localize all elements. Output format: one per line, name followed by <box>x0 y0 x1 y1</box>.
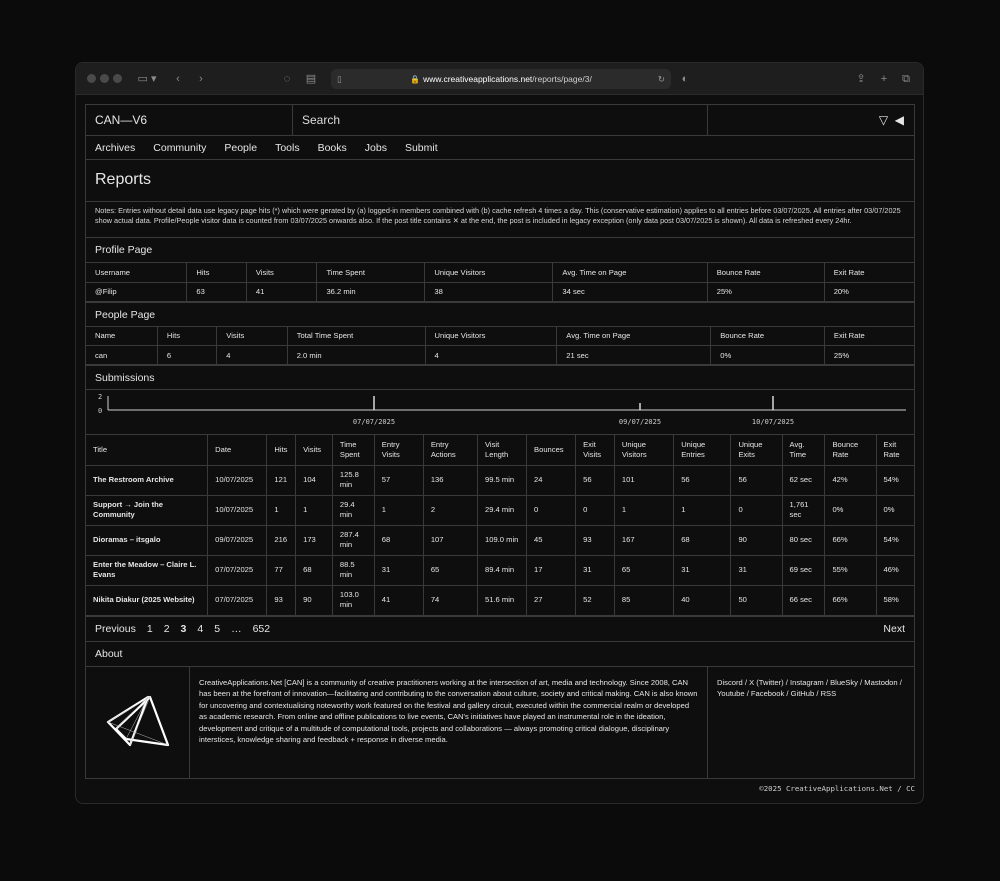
submissions-col-header: Bounce Rate <box>825 435 876 465</box>
table-cell: 65 <box>614 555 673 585</box>
table-row[interactable] <box>86 495 914 525</box>
pager-page-1[interactable]: 1 <box>146 622 153 635</box>
notes-text: Notes: Entries without detail data use legacy page hits (*) which were gerated by (a) logged-in members combined with (b) cache refresh 4 times a day. This (conservative estimation) applies to all entries before 03/07/2025. All entries after 03/07/2025 show actual data. Profile/People visitor data is counted from 03/07/2025 onwards also. If the post title contains ✕ at the end, the post is included in legacy exception (only data post 03/07/2025 is shown). All data is refreshed every 24hr. <box>85 202 915 238</box>
window-zoom-button[interactable] <box>113 74 122 83</box>
url-path: /reports/page/3/ <box>532 74 592 84</box>
table-cell: 34 sec <box>553 282 707 301</box>
page-icon: ▯ <box>337 74 342 84</box>
table-cell: 1 <box>374 495 423 525</box>
table-cell: 99.5 min <box>478 465 527 495</box>
profile-header-row <box>86 263 914 282</box>
people-section-title: People Page <box>85 302 915 327</box>
table-cell: 10/07/2025 <box>208 495 267 525</box>
table-cell: 57 <box>374 465 423 495</box>
chart-x-tick-label: 09/07/2025 <box>618 418 662 426</box>
table-cell: can <box>86 346 157 365</box>
table-row <box>86 346 914 365</box>
submissions-chart <box>85 390 915 435</box>
back-icon[interactable]: ‹ <box>176 73 180 85</box>
table-cell: 136 <box>423 465 477 495</box>
pager-page-5[interactable]: 5 <box>214 622 221 635</box>
table-cell: @Filip <box>86 282 187 301</box>
table-cell: 45 <box>527 525 576 555</box>
profile-col-header: Exit Rate <box>824 263 914 282</box>
table-cell: 55% <box>825 555 876 585</box>
table-cell: 07/07/2025 <box>208 585 267 615</box>
chart-x-tick-label: 07/07/2025 <box>352 418 396 426</box>
chart-x-tick-label: 10/07/2025 <box>751 418 795 426</box>
table-cell: 41 <box>246 282 317 301</box>
submissions-table <box>85 435 915 616</box>
table-cell: 63 <box>187 282 247 301</box>
table-cell: 50 <box>731 585 782 615</box>
nav-submit[interactable]: Submit <box>404 141 438 154</box>
pager-ellipsis: … <box>231 622 242 635</box>
table-cell: 6 <box>157 346 216 365</box>
table-cell: 46% <box>876 555 914 585</box>
people-col-header: Exit Rate <box>824 327 914 346</box>
table-cell: 90 <box>296 585 333 615</box>
table-cell: 0 <box>731 495 782 525</box>
forward-icon[interactable]: › <box>199 73 203 85</box>
table-row[interactable] <box>86 465 914 495</box>
submissions-col-header: Exit Visits <box>576 435 615 465</box>
table-cell: 29.4 min <box>478 495 527 525</box>
pagination <box>85 616 915 642</box>
table-cell: 1 <box>614 495 673 525</box>
profile-col-header: Visits <box>246 263 317 282</box>
table-cell[interactable]: Support → Join the Community <box>86 495 208 525</box>
table-cell: 31 <box>374 555 423 585</box>
copyright: ©2025 CreativeApplications.Net / CC <box>759 783 915 793</box>
nav-tools[interactable]: Tools <box>275 141 300 154</box>
profile-section-title: Profile Page <box>85 238 915 263</box>
window-minimize-button[interactable] <box>100 74 109 83</box>
table-cell[interactable]: Enter the Meadow – Claire L. Evans <box>86 555 208 585</box>
table-cell: 1,761 sec <box>782 495 825 525</box>
table-cell: 2.0 min <box>287 346 425 365</box>
can-logo-icon <box>86 667 190 779</box>
table-cell: 07/07/2025 <box>208 555 267 585</box>
people-col-header: Hits <box>157 327 216 346</box>
submissions-col-header: Exit Rate <box>876 435 914 465</box>
table-cell: 77 <box>267 555 296 585</box>
pager-previous[interactable]: Previous <box>95 622 136 635</box>
nav-books[interactable]: Books <box>317 141 347 154</box>
chart-y-tick-label: 2 <box>98 393 103 401</box>
table-cell: 1 <box>267 495 296 525</box>
table-cell: 17 <box>527 555 576 585</box>
pager-page-4[interactable]: 4 <box>197 622 204 635</box>
reload-icon[interactable]: ↻ <box>657 74 665 84</box>
table-cell: 69 sec <box>782 555 825 585</box>
search-input[interactable]: Search <box>293 105 708 135</box>
nav-community[interactable]: Community <box>153 141 207 154</box>
table-cell: 24 <box>527 465 576 495</box>
table-cell: 1 <box>674 495 731 525</box>
table-cell: 29.4 min <box>332 495 374 525</box>
submissions-col-header: Avg. Time <box>782 435 825 465</box>
table-cell: 20% <box>824 282 914 301</box>
submissions-col-header: Unique Entries <box>674 435 731 465</box>
profile-col-header: Unique Visitors <box>425 263 553 282</box>
table-cell: 0% <box>876 495 914 525</box>
table-cell: 80 sec <box>782 525 825 555</box>
table-cell: 0% <box>825 495 876 525</box>
table-cell: 4 <box>425 346 557 365</box>
table-cell: 09/07/2025 <box>208 525 267 555</box>
table-cell: 51.6 min <box>478 585 527 615</box>
table-cell: 107 <box>423 525 477 555</box>
table-row[interactable] <box>86 525 914 555</box>
table-cell: 25% <box>824 346 914 365</box>
table-cell: 287.4 min <box>332 525 374 555</box>
table-cell: 56 <box>576 465 615 495</box>
table-cell: 52 <box>576 585 615 615</box>
new-tab-icon[interactable]: + <box>880 73 888 85</box>
table-cell: 101 <box>614 465 673 495</box>
profile-col-header: Hits <box>187 263 247 282</box>
table-cell: 36.2 min <box>317 282 425 301</box>
table-cell: 88.5 min <box>332 555 374 585</box>
submissions-col-header: Bounces <box>527 435 576 465</box>
share-icon[interactable]: ⇪ <box>856 73 866 85</box>
profile-col-header: Username <box>86 263 187 282</box>
table-cell: 0 <box>527 495 576 525</box>
people-table <box>85 327 915 366</box>
table-cell: 104 <box>296 465 333 495</box>
table-cell: 66% <box>825 525 876 555</box>
pager-page-2[interactable]: 2 <box>163 622 170 635</box>
table-cell: 66% <box>825 585 876 615</box>
profile-table <box>85 263 915 302</box>
people-col-header: Total Time Spent <box>287 327 425 346</box>
table-row[interactable] <box>86 555 914 585</box>
browser-window <box>75 62 924 804</box>
table-row[interactable] <box>86 585 914 615</box>
table-cell: 109.0 min <box>478 525 527 555</box>
sidebar-toggle-icon[interactable]: ▭ ▾ <box>137 73 157 85</box>
table-cell: 66 sec <box>782 585 825 615</box>
table-cell: 31 <box>674 555 731 585</box>
submissions-col-header: Unique Exits <box>731 435 782 465</box>
submissions-col-header: Title <box>86 435 208 465</box>
table-cell: 167 <box>614 525 673 555</box>
about-description: CreativeApplications.Net [CAN] is a community of creative practitioners working at the intersection of art, media and technology. Since 2008, CAN has been at the forefront of innovation—facilitating and contributing to the conversation about culture, society and critical making. CAN is also known for uncovering and contextualising noteworthy work featured on the festival and gallery circuit, executed within the commercial realm or developed as academic research. From online and offline publications to live events, CAN's initiatives have played an instrumental role in the ideation, development and critique of a multitude of computational tools, projects and collaborations — always promoting critical dialogue, disciplinary interstices, knowledge sharing and feedback + response in diverse media. <box>190 667 708 778</box>
submissions-col-header: Entry Visits <box>374 435 423 465</box>
table-cell[interactable]: Dioramas – itsgalo <box>86 525 208 555</box>
table-cell: 2 <box>423 495 477 525</box>
table-cell: 216 <box>267 525 296 555</box>
pager-page-last[interactable]: 652 <box>252 622 271 635</box>
header-icons <box>708 105 914 135</box>
table-cell: 65 <box>423 555 477 585</box>
main-nav <box>85 136 915 160</box>
table-cell: 93 <box>267 585 296 615</box>
lock-icon: 🔒 <box>410 75 421 84</box>
table-cell: 0% <box>711 346 825 365</box>
people-col-header: Avg. Time on Page <box>557 327 711 346</box>
table-cell: 74 <box>423 585 477 615</box>
site <box>85 104 915 793</box>
table-cell: 54% <box>876 465 914 495</box>
table-cell: 31 <box>576 555 615 585</box>
table-cell: 42% <box>825 465 876 495</box>
play-back-icon[interactable]: ◀ <box>894 113 904 127</box>
address-bar[interactable] <box>331 69 671 89</box>
nav-people[interactable]: People <box>224 141 258 154</box>
table-cell: 0 <box>576 495 615 525</box>
profile-col-header: Avg. Time on Page <box>553 263 707 282</box>
submissions-header-row <box>86 435 914 465</box>
people-col-header: Bounce Rate <box>711 327 825 346</box>
submissions-col-header: Time Spent <box>332 435 374 465</box>
table-cell: 90 <box>731 525 782 555</box>
table-cell: 68 <box>374 525 423 555</box>
submissions-col-header: Entry Actions <box>423 435 477 465</box>
pager-next[interactable]: Next <box>883 622 905 635</box>
reader-icon[interactable]: ▤ <box>305 73 317 85</box>
social-links[interactable]: Discord / X (Twitter) / Instagram / BlueSky / Mastodon / Youtube / Facebook / GitHub / RSS <box>717 677 902 699</box>
people-header-row <box>86 327 914 346</box>
table-cell: 56 <box>731 465 782 495</box>
table-cell: 103.0 min <box>332 585 374 615</box>
table-row <box>86 282 914 301</box>
people-col-header: Visits <box>217 327 287 346</box>
table-cell: 1 <box>296 495 333 525</box>
table-cell: 58% <box>876 585 914 615</box>
url-host: www.creativeapplications.net <box>423 74 533 84</box>
table-cell: 85 <box>614 585 673 615</box>
table-cell: 38 <box>425 282 553 301</box>
about-section <box>85 667 915 779</box>
table-cell: 121 <box>267 465 296 495</box>
table-cell: 54% <box>876 525 914 555</box>
table-cell: 21 sec <box>557 346 711 365</box>
nav-jobs[interactable]: Jobs <box>364 141 387 154</box>
chart-y-tick-label: 0 <box>98 407 103 415</box>
table-cell[interactable]: The Restroom Archive <box>86 465 208 495</box>
table-cell: 4 <box>217 346 287 365</box>
table-cell: 10/07/2025 <box>208 465 267 495</box>
table-cell: 40 <box>674 585 731 615</box>
table-cell: 27 <box>527 585 576 615</box>
privacy-icon[interactable]: ◐ <box>681 73 689 85</box>
pager-page-3: 3 <box>180 622 187 635</box>
table-cell: 41 <box>374 585 423 615</box>
table-cell: 25% <box>707 282 824 301</box>
submissions-col-header: Visit Length <box>478 435 527 465</box>
table-cell: 31 <box>731 555 782 585</box>
rss-icon[interactable]: ◌ <box>283 73 291 85</box>
browser-toolbar <box>76 63 923 95</box>
window-close-button[interactable] <box>87 74 96 83</box>
filter-triangle-icon[interactable]: ▽ <box>878 113 889 127</box>
table-cell: 62 sec <box>782 465 825 495</box>
can-logo <box>86 667 190 778</box>
table-cell: 68 <box>296 555 333 585</box>
submissions-col-header: Hits <box>267 435 296 465</box>
people-col-header: Name <box>86 327 157 346</box>
table-cell: 89.4 min <box>478 555 527 585</box>
table-cell: 56 <box>674 465 731 495</box>
page-title: Reports <box>85 160 915 202</box>
submissions-col-header: Visits <box>296 435 333 465</box>
site-header <box>85 104 915 136</box>
submissions-col-header: Date <box>208 435 267 465</box>
tab-overview-icon[interactable]: ⧉ <box>902 73 910 85</box>
people-col-header: Unique Visitors <box>425 327 557 346</box>
table-cell: 125.8 min <box>332 465 374 495</box>
table-cell: 93 <box>576 525 615 555</box>
table-cell: 173 <box>296 525 333 555</box>
nav-archives[interactable]: Archives <box>95 141 136 154</box>
site-logo[interactable]: CAN—V6 <box>86 105 293 135</box>
table-cell[interactable]: Nikita Diakur (2025 Website) <box>86 585 208 615</box>
table-cell: 68 <box>674 525 731 555</box>
profile-col-header: Bounce Rate <box>707 263 824 282</box>
submissions-col-header: Unique Visitors <box>614 435 673 465</box>
submissions-section-title: Submissions <box>85 365 915 390</box>
profile-col-header: Time Spent <box>317 263 425 282</box>
about-section-title: About <box>85 642 915 667</box>
